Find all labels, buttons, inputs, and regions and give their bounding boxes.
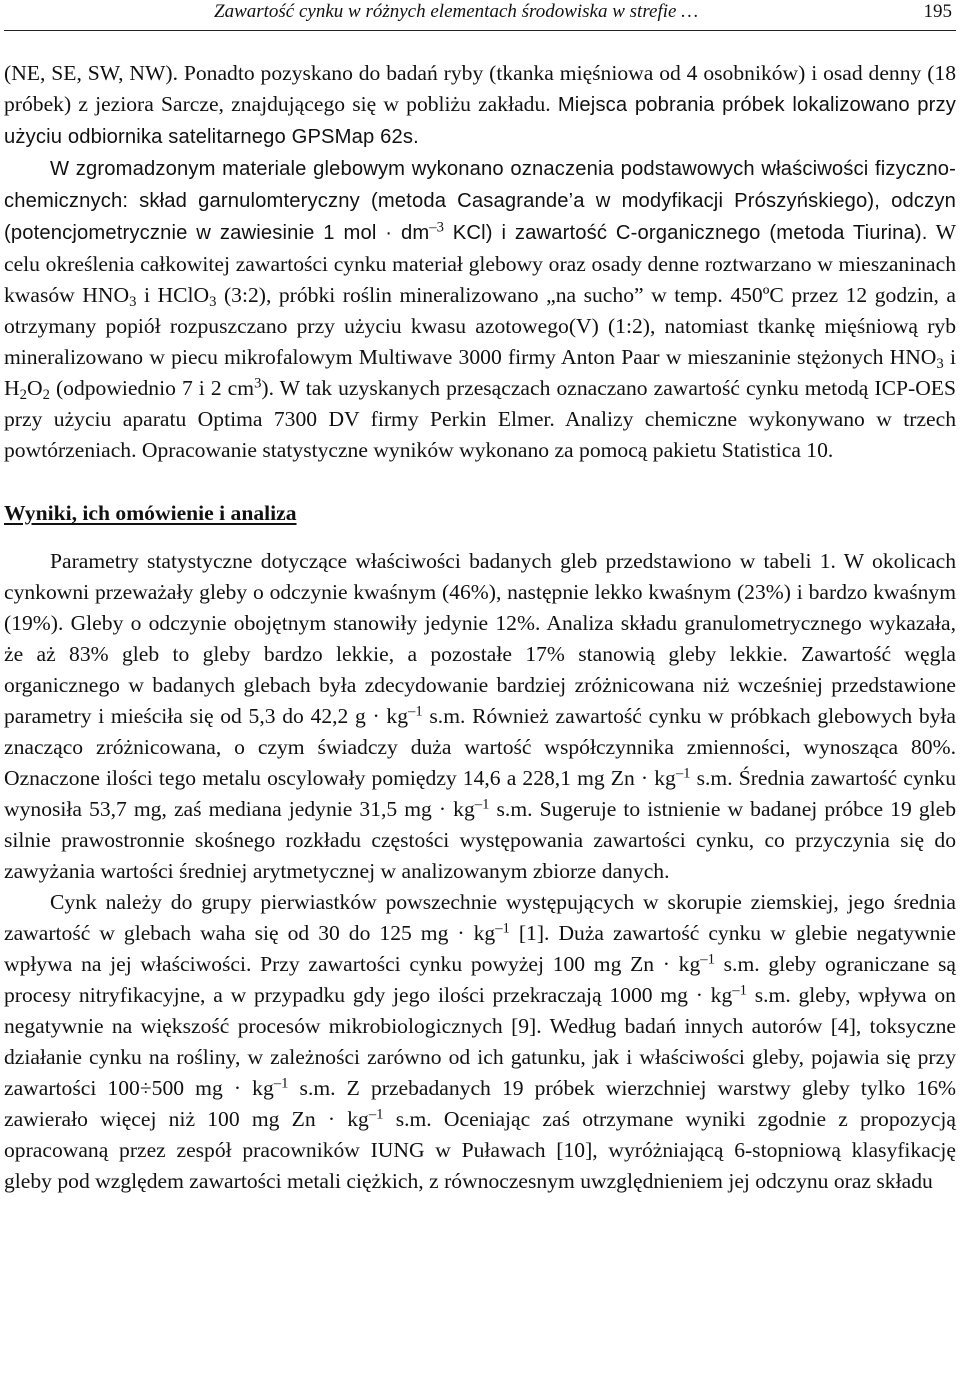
paragraph-results-zinc: [4, 887, 956, 1197]
superscript: –1: [474, 796, 490, 813]
text-run: (NE, SE, SW, NW). Ponadto pozyskano do badań ryby (tkanka mięśniowa od 4 osobników) i osad denny (18 próbek) z jeziora Sarcze, znajdującego się w pobliżu zakładu.: [4, 61, 956, 116]
running-title: Zawartość cynku w różnych elementach środowiska w strefie …: [214, 1, 699, 22]
text-run: s.m. Również zawartość cynku w próbkach glebowych była znacząco zróżnicowana, o czym świadczy duża wartość współczynnika zmienności, wynosząca 80%. Oznaczone ilości tego metalu oscylowały pomiędzy 14,6 a 228,1 mg Zn · kg: [4, 704, 956, 790]
text-run: i HClO: [136, 283, 210, 307]
text-run: [1]. Duża zawartość cynku w glebie negatywnie wpływa na jej właściwości. Przy zawartości cynku powyżej 100 mg Zn · kg: [4, 921, 956, 976]
text-run: (3:2), próbki roślin mineralizowano „na sucho” w temp. 450ºC przez 12 godzin, a otrzymany popiół rozpuszczano przy użyciu kwasu azotowego(V) (1:2), natomiast tkankę mięśniową ryb mineralizowano w piecu mikrofalowym Multiwave 3000 firmy Anton Paar w mieszaninie stężonych HNO: [4, 283, 957, 369]
subscript: 3: [936, 356, 944, 373]
text-run: W celu określenia całkowitej zawartości cynku materiał glebowy oraz osady denne roztwarzano w mieszaninach kwasów HNO: [4, 220, 956, 307]
subscript: 2: [19, 387, 27, 404]
superscript: –1: [408, 703, 423, 720]
text-run: i H: [4, 345, 956, 400]
text-run: (odpowiednio 7 i 2 cm: [49, 376, 255, 400]
text-run: ). W tak uzyskanych przesączach oznaczano zawartość cynku metodą ICP-OES przy użyciu aparatu Optima 7300 DV firmy Perkin Elmer. Analizy chemiczne wykonywano w trzech powtórzeniach. Opracowanie statystyczne wyników wykonano za pomocą pakietu Statistica 10.: [4, 376, 956, 462]
section-heading: Wyniki, ich omówienie i analiza: [4, 501, 297, 525]
text-run: KCl) i zawartość C-organicznego (metoda Tiurina).: [443, 222, 928, 244]
paragraph-results-soil: [4, 546, 956, 887]
subscript: 2: [42, 387, 50, 404]
superscript: –3: [429, 219, 444, 236]
text-run: s.m. gleby ograniczane są procesy nitryfikacyjne, a w przypadku gdy jego ilości przekraczają 1000 mg · kg: [4, 952, 956, 1007]
paragraph-methods-sampling: [4, 58, 956, 153]
text-run: s.m. Średnia zawartość cynku wynosiła 53,7 mg, zaś mediana jedynie 31,5 mg · kg: [4, 766, 956, 821]
superscript: –1: [368, 1106, 384, 1123]
paragraph-methods-analysis: [4, 153, 956, 466]
text-run: O: [26, 376, 43, 400]
superscript: –1: [495, 920, 510, 937]
subscript: 3: [209, 294, 217, 311]
superscript: –1: [273, 1075, 289, 1092]
text-run: Miejsca pobrania próbek lokalizowano przy użyciu odbiornika satelitarnego GPSMap 62s.: [4, 94, 956, 148]
text-run: s.m. Oceniając zaś otrzymane wyniki zgodnie z propozycją opracowaną przez zespół pracowników IUNG w Puławach [10], wyróżniającą 6-stopniową klasyfikację gleby pod względem zawartości metali ciężkich, z równoczesnym uwzględnieniem jej odczynu oraz składu: [4, 1107, 956, 1193]
text-run: Parametry statystyczne dotyczące właściwości badanych gleb przedstawiono w tabeli 1. W okolicach cynkowni przeważały gleby o odczynie kwaśnym (46%), następnie lekko kwaśnym (23%) i bardzo kwaśnym (19%). Gleby o odczynie obojętnym stanowiły jedynie 12%. Analiza składu granulometrycznego wykazała, że aż 83% gleb to gleby bardzo lekkie, a pozostałe 17% stanowią gleby lekkie. Zawartość węgla organicznego w badanych glebach była zdecydowanie bardziej zróżnicowana niż wcześniej przedstawione parametry i mieściła się od 5,3 do 42,2 g · kg: [4, 549, 956, 728]
superscript: –1: [675, 765, 691, 782]
superscript: –1: [732, 982, 747, 999]
superscript: –1: [700, 951, 715, 968]
text-run: s.m. Z przebadanych 19 próbek wierzchniej warstwy gleby tylko 16% zawierało więcej niż 100 mg Zn · kg: [4, 1076, 956, 1131]
text-run: s.m. Sugeruje to istnienie w badanej próbce 19 gleb silnie prawostronnie skośnego rozkładu częstości występowania zawartości cynku, co przyczynia się do zawyżania wartości średniej arytmetycznej w analizowanym zbiorze danych.: [4, 797, 957, 883]
text-run: Cynk należy do grupy pierwiastków powszechnie występujących w skorupie ziemskiej, jego średnia zawartość w glebach waha się od 30 do 125 mg · kg: [4, 890, 956, 945]
text-run: s.m. gleby, wpływa on negatywnie na większość procesów mikrobiologicznych [9]. Według badań innych autorów [4], toksyczne działanie cynku na rośliny, w zależności zarówno od ich gatunku, jak i właściwości gleby, pojawia się przy zawartości 100÷500 mg · kg: [4, 983, 956, 1100]
running-header: [4, 0, 956, 31]
article-body: [4, 58, 956, 1197]
text-run: W zgromadzonym materiale glebowym wykonano oznaczenia podstawowych właściwości fizyczno-chemicznych: skład garnulomteryczny (metoda Casagrande’a w modyfikacji Prószyńskiego), odczyn (potencjometrycznie w zawiesinie 1 mol · dm: [4, 158, 956, 244]
page-number: 195: [923, 1, 952, 22]
superscript: 3: [254, 375, 262, 392]
subscript: 3: [129, 294, 137, 311]
